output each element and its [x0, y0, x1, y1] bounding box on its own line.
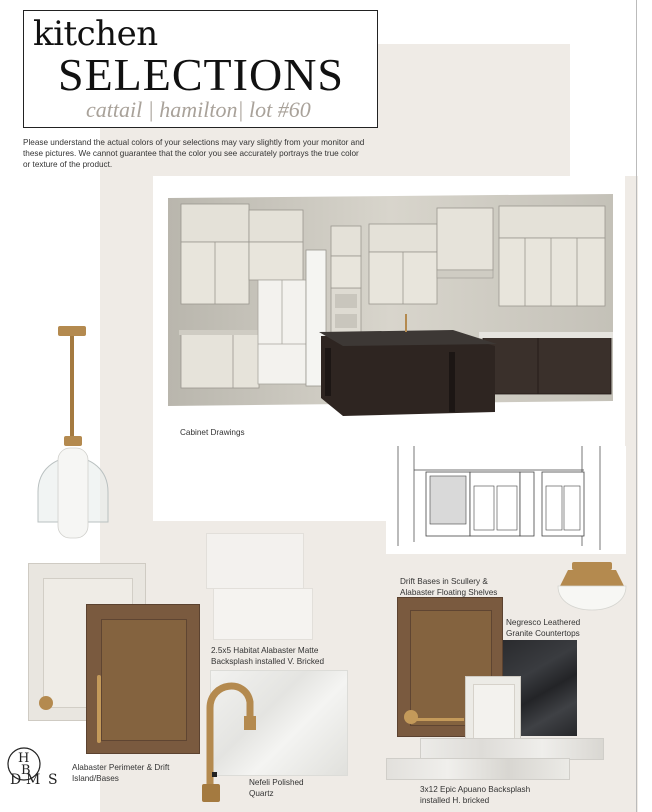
- color-disclaimer: Please understand the actual colors of your selections may vary slightly from your monitor and these pictures. We cannot guarantee that the color you see accurately portrays the true color or texture of the product.: [23, 138, 365, 169]
- hbdms-logo: [4, 738, 68, 802]
- svg-text:D: D: [10, 772, 22, 788]
- habitat-backsplash-label: 2.5x5 Habitat Alabaster Matte Backsplash installed V. Bricked: [211, 646, 325, 666]
- quartz-label: Nefeli Polished Quartz: [249, 778, 304, 798]
- countertops-label: Negresco Leathered Granite Countertops: [506, 618, 581, 638]
- perimeter-label: Alabaster Perimeter & Drift Island/Bases: [72, 763, 170, 783]
- svg-text:S: S: [48, 772, 58, 788]
- epic-backsplash-swatch: [420, 738, 604, 760]
- pendant-light-image: [34, 324, 112, 542]
- knob-icon: [39, 696, 53, 710]
- knob-icon: [404, 710, 418, 724]
- epic-backsplash-label: 3x12 Epic Apuano Backsplash installed H. bricked: [420, 785, 531, 805]
- svg-text:H: H: [18, 751, 30, 766]
- svg-text:M: M: [26, 772, 41, 788]
- page-edge-line: [636, 0, 637, 812]
- title-selections: SELECTIONS: [58, 49, 344, 100]
- drift-door-swatch: [86, 604, 200, 754]
- svg-text:B: B: [21, 763, 31, 778]
- project-subtitle: cattail | hamilton| lot #60: [86, 97, 311, 122]
- habitat-backsplash-swatch-2: [213, 588, 313, 640]
- cabinet-drawings-label: Cabinet Drawings: [180, 428, 245, 437]
- drift-scullery-pull-icon: [412, 718, 464, 721]
- title-kitchen: kitchen: [33, 14, 158, 54]
- drift-bases-label: Drift Bases in Scullery & Alabaster Floating Shelves: [400, 577, 498, 597]
- habitat-backsplash-swatch: [206, 533, 304, 589]
- pull-handle-icon: [97, 675, 101, 743]
- flush-mount-light-image: [554, 560, 630, 612]
- epic-backsplash-swatch-2: [386, 758, 570, 780]
- scullery-drawing-image: [386, 446, 626, 554]
